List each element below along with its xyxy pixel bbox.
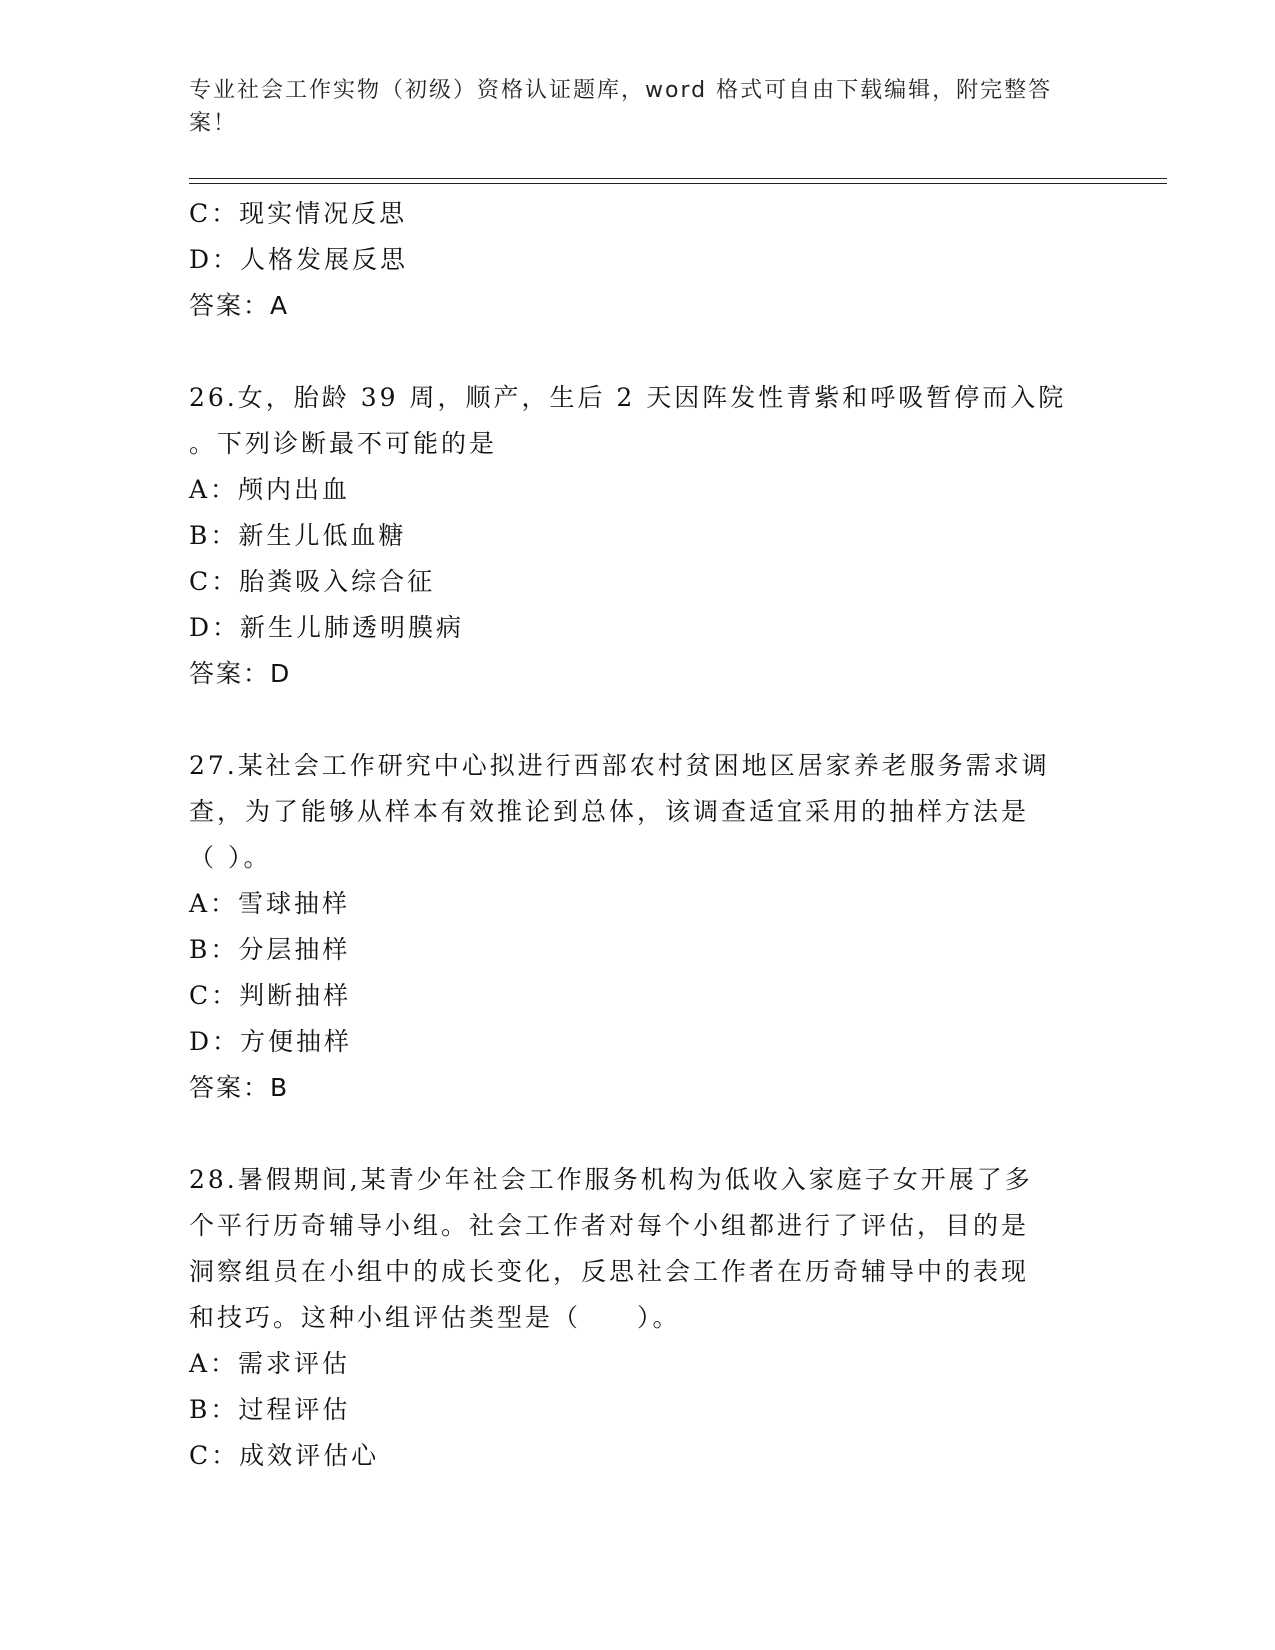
- question-28: [189, 1157, 1089, 1479]
- option-d: D：新生儿肺透明膜病: [189, 613, 465, 642]
- question-26: [189, 375, 1089, 697]
- question-stem-line: 28.暑假期间,某青少年社会工作服务机构为低收入家庭子女开展了多: [189, 1165, 1033, 1194]
- option-c: C：成效评估心: [189, 1441, 380, 1470]
- question-stem-line: 26.女，胎龄 39 周，顺产，生后 2 天因阵发性青紫和呼吸暂停而入院: [189, 383, 1067, 412]
- question-stem-line: 个平行历奇辅导小组。社会工作者对每个小组都进行了评估，目的是: [189, 1211, 1030, 1240]
- question-stem-line: （ ）。: [189, 843, 272, 872]
- option-b: B：新生儿低血糖: [189, 521, 407, 550]
- answer-line: 答案：D: [189, 659, 292, 688]
- question-27: [189, 743, 1089, 1111]
- header-rule-top: [189, 178, 1167, 179]
- answer-line: 答案：B: [189, 1073, 290, 1102]
- header-rule-bottom: [189, 183, 1167, 184]
- option-a: A：颅内出血: [189, 475, 351, 504]
- option-c: C：判断抽样: [189, 981, 352, 1010]
- answer-line: 答案：A: [189, 291, 290, 320]
- option-c: C：胎粪吸入综合征: [189, 567, 436, 596]
- question-stem-line: 和技巧。这种小组评估类型是（ ）。: [189, 1303, 681, 1332]
- option-b: B：分层抽样: [189, 935, 351, 964]
- question-stem-line: 洞察组员在小组中的成长变化，反思社会工作者在历奇辅导中的表现: [189, 1257, 1030, 1286]
- question-stem-line: 27.某社会工作研究中心拟进行西部农村贫困地区居家养老服务需求调: [189, 751, 1050, 780]
- option-b: B：过程评估: [189, 1395, 351, 1424]
- question-list: [189, 191, 1089, 1479]
- option-a: A：雪球抽样: [189, 889, 351, 918]
- page-header: 专业社会工作实物（初级）资格认证题库，word 格式可自由下载编辑，附完整答案！: [189, 78, 1053, 136]
- question-stem-line: 。下列诊断最不可能的是: [189, 429, 498, 458]
- option-d: D：方便抽样: [189, 1027, 353, 1056]
- option-d: D：人格发展反思: [189, 245, 409, 274]
- option-a: A：需求评估: [189, 1349, 351, 1378]
- option-c: C：现实情况反思: [189, 199, 408, 228]
- question-stem-line: 查，为了能够从样本有效推论到总体，该调查适宜采用的抽样方法是: [189, 797, 1030, 826]
